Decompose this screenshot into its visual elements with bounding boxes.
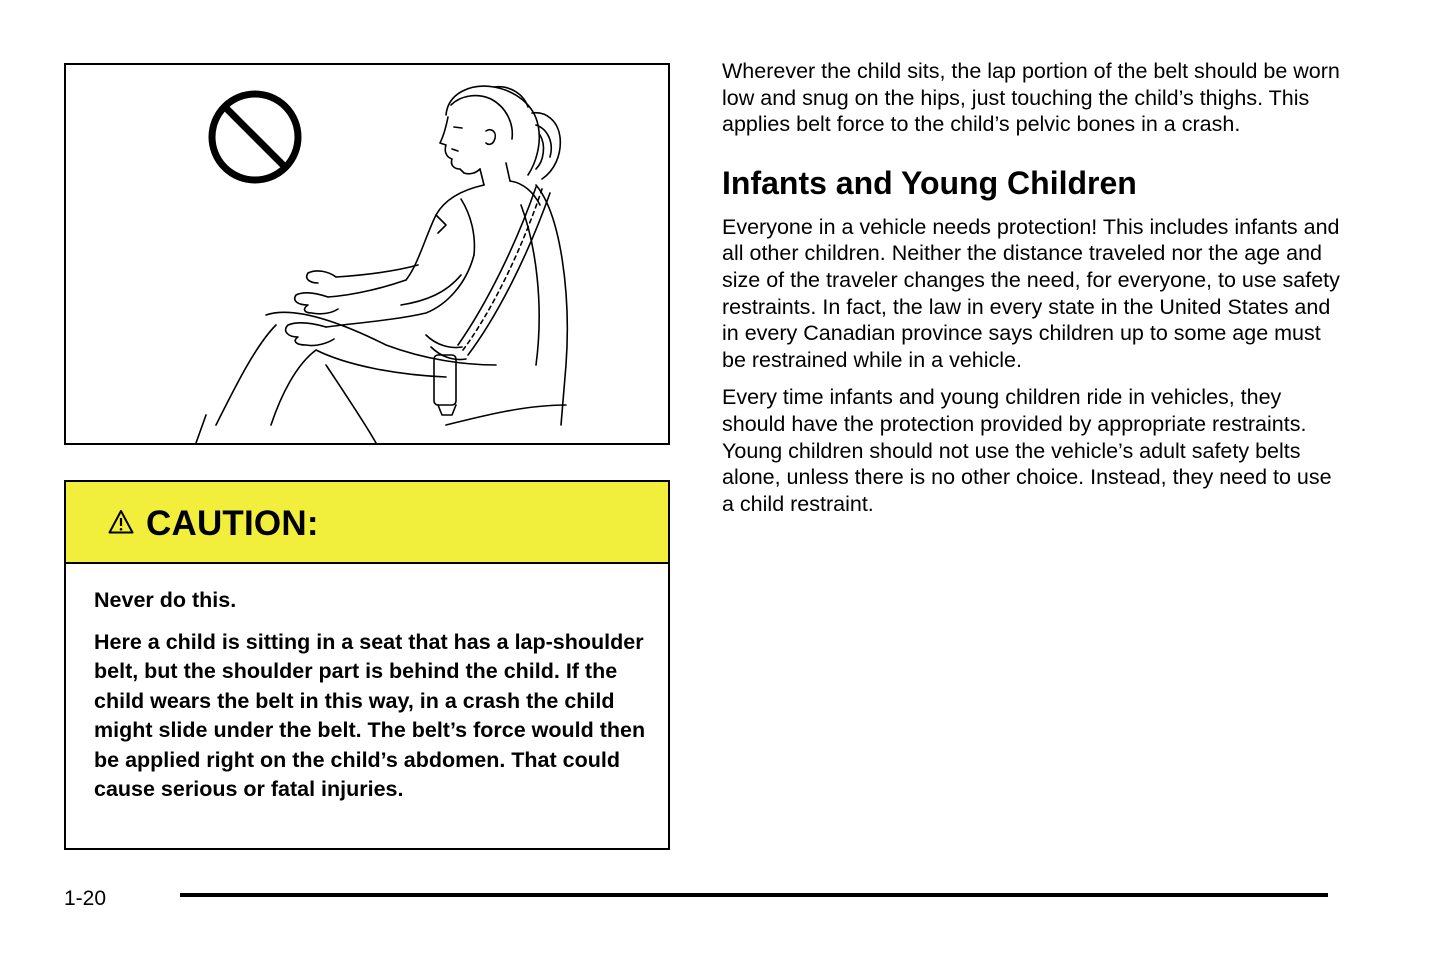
warning-triangle-icon [108, 509, 134, 535]
prohibition-icon [212, 94, 298, 180]
caution-body [94, 586, 654, 817]
caution-paragraph: Here a child is sitting in a seat that has a lap-shoulder belt, but the shoulder part is behind the child. If the child wears the belt in this way, in a crash the child might slide under the belt. The belt’s force would then be applied right on the child’s abdomen. That could cause serious or fatal injuries. [94, 629, 646, 801]
article-column [722, 58, 1347, 528]
intro-paragraph: Wherever the child sits, the lap portion of the belt should be worn low and snug on the hips, just touching the child’s thighs. This applies belt force to the child’s pelvic bones in a crash. [722, 59, 1340, 137]
page-number: 1-20 [64, 887, 107, 910]
caution-paragraph: Never do this. [94, 588, 237, 612]
child-seat-drawing [66, 65, 668, 443]
body-paragraph: Everyone in a vehicle needs protection! This includes infants and all other children. Neither the distance traveled nor the age and size of the traveler changes the need, for everyone, to use safety restraints. In fact, the law in every state in the United States and in every Canadian province says children up to some age must be restrained while in a vehicle. [722, 214, 1340, 372]
caution-title: CAUTION: [146, 504, 319, 543]
body-paragraph: Every time infants and young children ride in vehicles, they should have the protection provided by appropriate restraints. Young children should not use the vehicle’s adult safety belts alone, unless there is no other choice. Instead, they need to use a child restraint. [722, 385, 1332, 516]
seat-belt-illustration [64, 63, 670, 445]
caution-box [64, 480, 670, 850]
caution-header [66, 482, 668, 564]
footer-divider [180, 893, 1328, 897]
section-heading: Infants and Young Children [722, 164, 1137, 201]
